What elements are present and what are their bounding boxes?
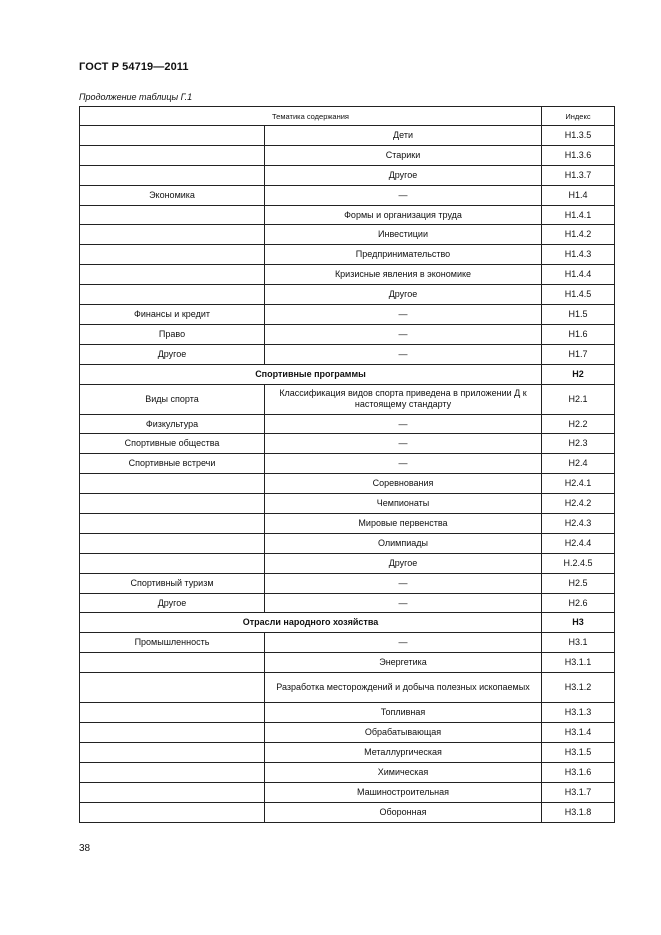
table-row: [80, 265, 615, 285]
subcategory-cell: Обрабатывающая: [265, 723, 542, 743]
table-row: [80, 633, 615, 653]
category-cell: Право: [80, 324, 265, 344]
page-number: 38: [79, 843, 91, 854]
index-cell: Н2.4: [542, 454, 615, 474]
table-row: [80, 384, 615, 414]
subcategory-cell: Энергетика: [265, 653, 542, 673]
table-row: [80, 723, 615, 743]
table-row: [80, 553, 615, 573]
subcategory-cell: Соревнования: [265, 474, 542, 494]
table-row: [80, 225, 615, 245]
subcategory-cell: —: [265, 185, 542, 205]
subcategory-cell: Классификация видов спорта приведена в приложении Д к настоящему стандарту: [265, 384, 542, 414]
category-cell: [80, 703, 265, 723]
subcategory-cell: Олимпиады: [265, 533, 542, 553]
subcategory-cell: Металлургическая: [265, 742, 542, 762]
subcategory-cell: —: [265, 434, 542, 454]
table-row: [80, 205, 615, 225]
category-cell: [80, 762, 265, 782]
category-cell: [80, 533, 265, 553]
table-row: [80, 782, 615, 802]
subcategory-cell: —: [265, 414, 542, 434]
index-cell: Н3.1: [542, 633, 615, 653]
index-cell: Н1.4.1: [542, 205, 615, 225]
category-cell: [80, 165, 265, 185]
category-cell: Виды спорта: [80, 384, 265, 414]
subcategory-cell: —: [265, 454, 542, 474]
table-row: [80, 185, 615, 205]
subcategory-cell: Химическая: [265, 762, 542, 782]
category-cell: [80, 494, 265, 514]
table-row: [80, 514, 615, 534]
table-row: [80, 126, 615, 146]
category-cell: Спортивный туризм: [80, 573, 265, 593]
category-cell: Спортивные общества: [80, 434, 265, 454]
column-header-topic: Тематика содержания: [80, 107, 542, 126]
index-cell: Н3.1.7: [542, 782, 615, 802]
index-cell: Н1.4.5: [542, 285, 615, 305]
index-cell: Н1.7: [542, 344, 615, 364]
index-cell: Н3: [542, 613, 615, 633]
index-cell: Н2.1: [542, 384, 615, 414]
category-cell: Промышленность: [80, 633, 265, 653]
table-row: [80, 703, 615, 723]
category-cell: [80, 553, 265, 573]
category-cell: Экономика: [80, 185, 265, 205]
section-title: Отрасли народного хозяйства: [80, 613, 542, 633]
category-cell: Финансы и кредит: [80, 305, 265, 325]
subcategory-cell: Предпринимательство: [265, 245, 542, 265]
table-caption: Продолжение таблицы Г.1: [79, 92, 193, 102]
index-cell: Н2.6: [542, 593, 615, 613]
index-cell: Н1.3.7: [542, 165, 615, 185]
column-header-index: Индекс: [542, 107, 615, 126]
subcategory-cell: Инвестиции: [265, 225, 542, 245]
table-row: [80, 414, 615, 434]
category-cell: [80, 245, 265, 265]
category-cell: [80, 653, 265, 673]
table-row: [80, 802, 615, 822]
category-cell: [80, 225, 265, 245]
index-cell: Н2: [542, 364, 615, 384]
index-cell: Н3.1.1: [542, 653, 615, 673]
table-row: [80, 324, 615, 344]
subcategory-cell: —: [265, 305, 542, 325]
table-header-row: [80, 107, 615, 126]
category-cell: Другое: [80, 593, 265, 613]
table-row: [80, 245, 615, 265]
index-cell: Н3.1.3: [542, 703, 615, 723]
category-cell: [80, 723, 265, 743]
index-cell: Н2.3: [542, 434, 615, 454]
category-cell: [80, 126, 265, 146]
subcategory-cell: Кризисные явления в экономике: [265, 265, 542, 285]
category-cell: [80, 205, 265, 225]
table-row: [80, 762, 615, 782]
subcategory-cell: Машиностроительная: [265, 782, 542, 802]
index-cell: Н.2.4.5: [542, 553, 615, 573]
category-cell: [80, 673, 265, 703]
subcategory-cell: —: [265, 573, 542, 593]
table-row: [80, 285, 615, 305]
table-row: [80, 454, 615, 474]
subcategory-cell: Другое: [265, 553, 542, 573]
table-row: [80, 533, 615, 553]
subcategory-cell: Формы и организация труда: [265, 205, 542, 225]
table-body: [80, 126, 615, 823]
category-cell: [80, 285, 265, 305]
category-cell: [80, 474, 265, 494]
subcategory-cell: Оборонная: [265, 802, 542, 822]
index-cell: Н2.4.2: [542, 494, 615, 514]
document-header: ГОСТ Р 54719—2011: [79, 61, 189, 73]
table-row: [80, 573, 615, 593]
index-cell: Н3.1.2: [542, 673, 615, 703]
index-cell: Н1.4.3: [542, 245, 615, 265]
index-cell: Н2.4.4: [542, 533, 615, 553]
table-row: [80, 305, 615, 325]
category-cell: Физкультура: [80, 414, 265, 434]
category-cell: [80, 265, 265, 285]
section-title: Спортивные программы: [80, 364, 542, 384]
category-cell: [80, 782, 265, 802]
subcategory-cell: —: [265, 344, 542, 364]
index-cell: Н3.1.5: [542, 742, 615, 762]
category-cell: [80, 514, 265, 534]
subcategory-cell: Чемпионаты: [265, 494, 542, 514]
index-cell: Н1.5: [542, 305, 615, 325]
index-cell: Н2.5: [542, 573, 615, 593]
index-cell: Н3.1.6: [542, 762, 615, 782]
table-row: [80, 593, 615, 613]
subcategory-cell: —: [265, 324, 542, 344]
subcategory-cell: Другое: [265, 285, 542, 305]
table-row: [80, 344, 615, 364]
index-cell: Н3.1.8: [542, 802, 615, 822]
table-row: [80, 673, 615, 703]
index-cell: Н1.4.2: [542, 225, 615, 245]
table-row: [80, 434, 615, 454]
subcategory-cell: Старики: [265, 145, 542, 165]
index-cell: Н2.2: [542, 414, 615, 434]
subcategory-cell: Другое: [265, 165, 542, 185]
table-row: [80, 742, 615, 762]
table-row: [80, 494, 615, 514]
subcategory-cell: Мировые первенства: [265, 514, 542, 534]
index-cell: Н1.4.4: [542, 265, 615, 285]
category-cell: [80, 742, 265, 762]
index-cell: Н3.1.4: [542, 723, 615, 743]
subcategory-cell: Топливная: [265, 703, 542, 723]
index-cell: Н1.6: [542, 324, 615, 344]
subcategory-cell: Дети: [265, 126, 542, 146]
section-row: [80, 364, 615, 384]
table-row: [80, 653, 615, 673]
category-cell: Спортивные встречи: [80, 454, 265, 474]
content-table: [79, 106, 615, 823]
category-cell: [80, 145, 265, 165]
subcategory-cell: —: [265, 633, 542, 653]
subcategory-cell: Разработка месторождений и добыча полезных ископаемых: [265, 673, 542, 703]
subcategory-cell: —: [265, 593, 542, 613]
index-cell: Н1.4: [542, 185, 615, 205]
table-row: [80, 474, 615, 494]
table-row: [80, 145, 615, 165]
index-cell: Н1.3.5: [542, 126, 615, 146]
index-cell: Н1.3.6: [542, 145, 615, 165]
index-cell: Н2.4.1: [542, 474, 615, 494]
table-row: [80, 165, 615, 185]
section-row: [80, 613, 615, 633]
category-cell: [80, 802, 265, 822]
category-cell: Другое: [80, 344, 265, 364]
index-cell: Н2.4.3: [542, 514, 615, 534]
